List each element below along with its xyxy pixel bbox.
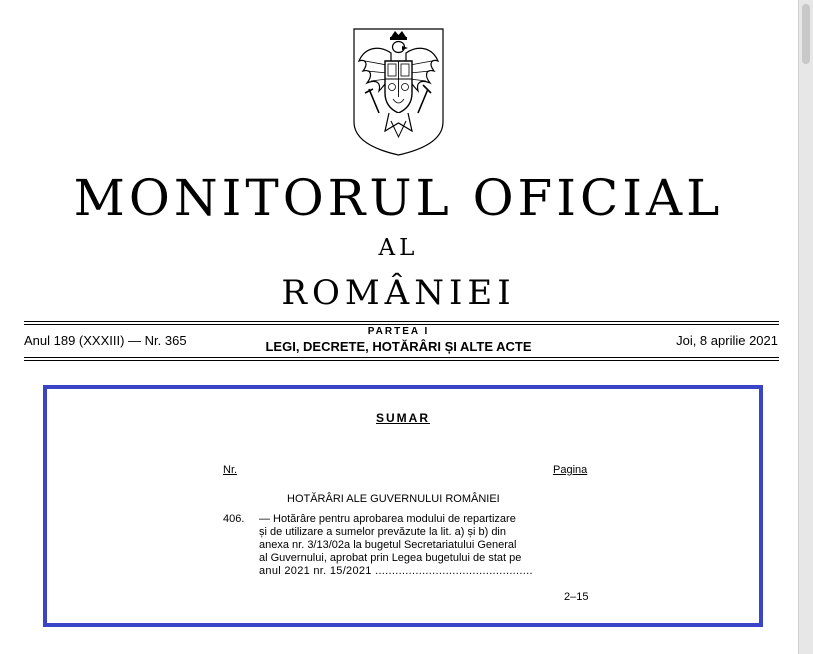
entry-title[interactable] [259, 513, 552, 578]
masthead-title: MONITORUL OFICIAL [73, 169, 724, 227]
entry-page-range: 2–15 [564, 591, 589, 603]
entry-title-line: — Hotărâre pentru aprobarea modului de repartizare [259, 513, 516, 525]
entry-title-line: al Guvernului, aprobat prin Legea bugetului de stat pe [259, 552, 522, 564]
issue-number: Anul 189 (XXXIII) — Nr. 365 [24, 333, 187, 348]
masthead-al: AL [378, 235, 419, 261]
column-header-page: Pagina [553, 464, 588, 476]
column-header-nr: Nr. [223, 464, 238, 476]
issue-date: Joi, 8 aprilie 2021 [676, 333, 778, 348]
divider [24, 360, 779, 361]
divider [24, 324, 779, 325]
sumar-title: SUMAR [376, 411, 430, 425]
entry-title-line: anul 2021 nr. 15/2021 ............................................... [259, 565, 533, 577]
masthead-country: ROMÂNIEI [281, 273, 516, 313]
romania-coat-of-arms-icon [351, 27, 446, 157]
divider [24, 321, 779, 322]
entry-title-line: și de utilizare a sumelor prevăzute la lit. a) și b) din [259, 526, 506, 538]
part-subtitle: LEGI, DECRETE, HOTĂRÂRI ȘI ALTE ACTE [265, 339, 532, 354]
scrollbar-thumb[interactable] [802, 4, 810, 64]
vertical-scrollbar[interactable] [798, 0, 813, 654]
divider [24, 357, 779, 358]
entry-number: 406. [223, 513, 245, 525]
sumar-box [43, 385, 763, 627]
section-heading: HOTĂRÂRI ALE GUVERNULUI ROMÂNIEI [287, 493, 500, 505]
part-label: PARTEA I [367, 326, 430, 337]
entry-title-line: anexa nr. 3/13/02a la bugetul Secretariatului General [259, 539, 517, 551]
